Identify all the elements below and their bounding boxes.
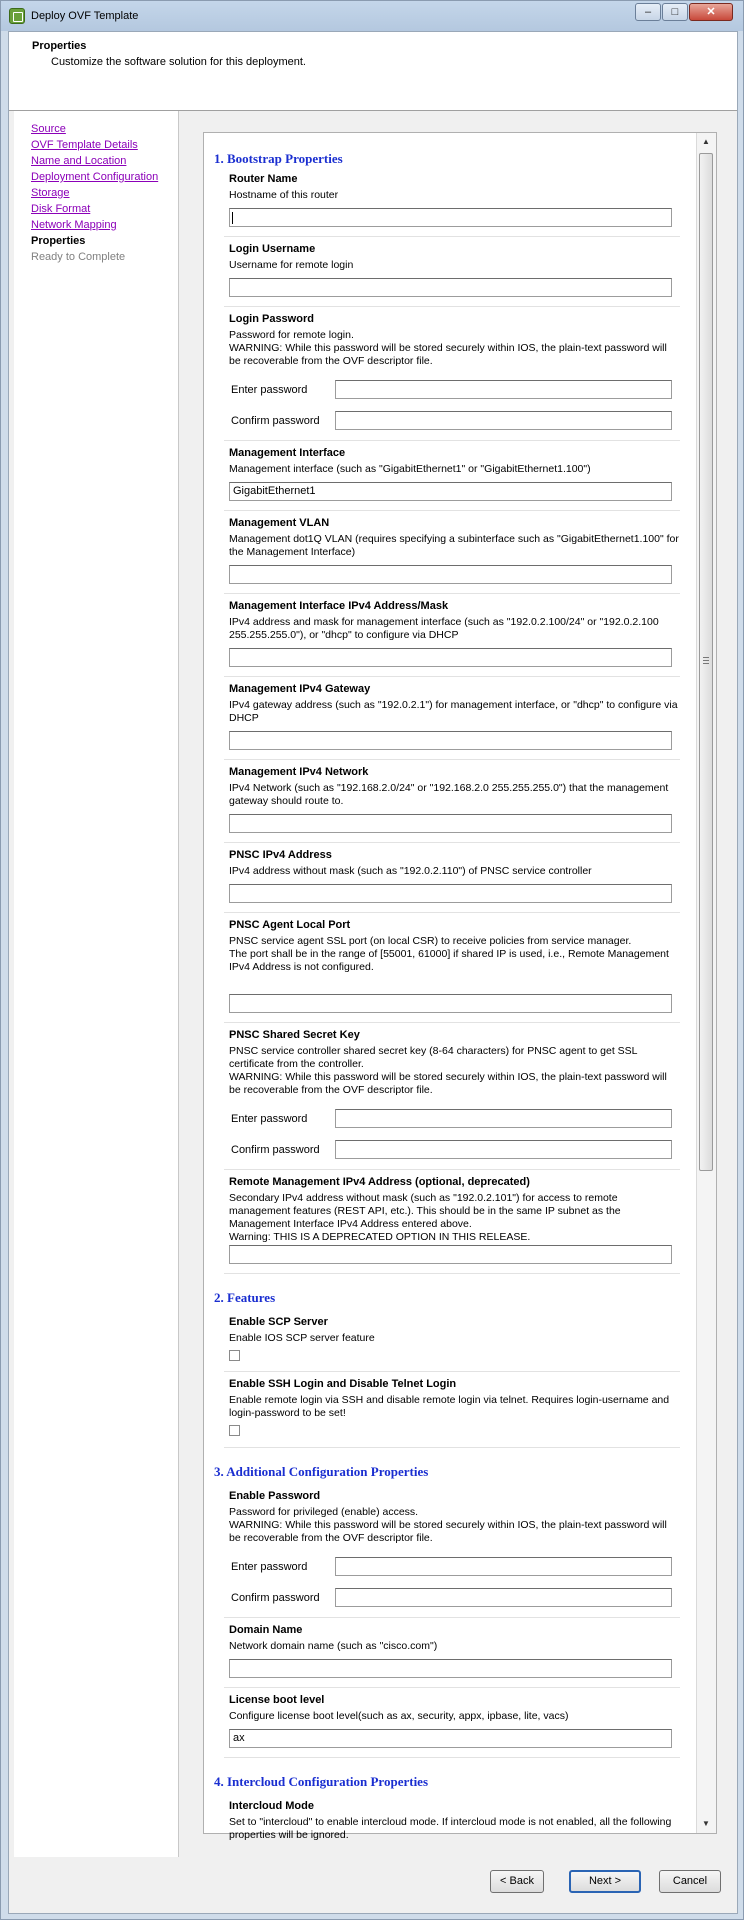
login-password-confirm-label: Confirm password: [231, 415, 320, 427]
section-bootstrap-title: 1. Bootstrap Properties: [214, 151, 343, 166]
pnsc-ipv4-desc: IPv4 address without mask (such as "192.0.2.110") of PNSC service controller: [229, 865, 592, 877]
pnsc-secret-enter-label: Enter password: [231, 1113, 308, 1125]
divider: [224, 1447, 680, 1448]
ssh-label: Enable SSH Login and Disable Telnet Login: [229, 1378, 457, 1390]
login-username-desc: Username for remote login: [229, 259, 354, 271]
login-password-desc: Password for remote login. WARNING: While this password will be stored securely within IOS, the plain-text password will be recoverable from the OVF descriptor file.: [229, 329, 667, 367]
properties-form: [204, 133, 696, 1841]
mgmt-interface-input[interactable]: GigabitEthernet1: [229, 482, 672, 501]
login-password-enter-label: Enter password: [231, 384, 308, 396]
login-password-confirm-input[interactable]: [335, 411, 672, 430]
mgmt-ipv4-label: Management Interface IPv4 Address/Mask: [229, 600, 449, 612]
domain-name-desc: Network domain name (such as "cisco.com"): [229, 1640, 438, 1652]
login-password-enter-input[interactable]: [335, 380, 672, 399]
license-boot-input[interactable]: ax: [229, 1729, 672, 1748]
scroll-down-icon[interactable]: ▼: [702, 1819, 710, 1828]
page-subtitle: Customize the software solution for this deployment.: [51, 56, 306, 68]
domain-name-input[interactable]: [229, 1659, 672, 1678]
divider: [224, 1022, 680, 1023]
mgmt-network-input[interactable]: [229, 814, 672, 833]
app-icon: [9, 8, 25, 24]
login-password-label: Login Password: [229, 313, 314, 325]
mgmt-interface-desc: Management interface (such as "GigabitEthernet1" or "GigabitEthernet1.100"): [229, 463, 591, 475]
enable-password-label: Enable Password: [229, 1490, 321, 1502]
license-boot-desc: Configure license boot level(such as ax, security, appx, ipbase, lite, vacs): [229, 1710, 569, 1722]
divider: [224, 593, 680, 594]
nav-step-deployment-config[interactable]: Deployment Configuration: [31, 171, 159, 183]
login-username-input[interactable]: [229, 278, 672, 297]
pnsc-port-input[interactable]: [229, 994, 672, 1013]
close-button[interactable]: ✕: [689, 3, 733, 21]
nav-step-storage[interactable]: Storage: [31, 187, 70, 199]
section-intercloud-title: 4. Intercloud Configuration Properties: [214, 1774, 429, 1789]
pnsc-secret-confirm-label: Confirm password: [231, 1144, 320, 1156]
scroll-grip-icon: [703, 657, 709, 664]
wizard-steps-nav: [14, 111, 179, 1857]
intercloud-mode-desc: Set to "intercloud" to enable intercloud mode. If intercloud mode is not enabled, all the following properties will be ignored.: [229, 1816, 672, 1841]
pnsc-secret-desc: PNSC service controller shared secret key (8-64 characters) for PNSC agent to get SSL certificate from the controller. WARNING: While this password will be stored securely within IOS, the plain-text password will be recoverable from the OVF descriptor file.: [229, 1045, 667, 1096]
nav-step-disk-format[interactable]: Disk Format: [31, 203, 91, 215]
pnsc-secret-enter-input[interactable]: [335, 1109, 672, 1128]
nav-step-ovf-details[interactable]: OVF Template Details: [31, 139, 138, 151]
divider: [224, 1273, 680, 1274]
next-button[interactable]: Next >: [569, 1870, 641, 1893]
router-name-desc: Hostname of this router: [229, 189, 339, 201]
ssh-checkbox[interactable]: [229, 1425, 240, 1436]
enable-password-enter-input[interactable]: [335, 1557, 672, 1576]
divider: [224, 1371, 680, 1372]
section-additional-title: 3. Additional Configuration Properties: [214, 1464, 429, 1479]
mgmt-vlan-desc: Management dot1Q VLAN (requires specifying a subinterface such as "GigabitEthernet1.100" for the Management Interface): [229, 533, 679, 558]
enable-password-confirm-label: Confirm password: [231, 1592, 320, 1604]
window-title: Deploy OVF Template: [31, 10, 139, 22]
cancel-button[interactable]: Cancel: [659, 1870, 721, 1893]
divider: [224, 676, 680, 677]
nav-step-name-location[interactable]: Name and Location: [31, 155, 127, 167]
divider: [224, 306, 680, 307]
mgmt-network-desc: IPv4 Network (such as "192.168.2.0/24" or "192.168.2.0 255.255.255.0") that the management gateway should route to.: [229, 782, 669, 807]
enable-password-desc: Password for privileged (enable) access. WARNING: While this password will be stored securely within IOS, the plain-text password will be recoverable from the OVF descriptor file.: [229, 1506, 667, 1544]
nav-step-source[interactable]: Source: [31, 123, 66, 135]
mgmt-ipv4-desc: IPv4 address and mask for management interface (such as "192.0.2.100/24" or "192.0.2.100 255.255.255.0"), or "dhcp" to configure via DHCP: [229, 616, 659, 641]
mgmt-vlan-input[interactable]: [229, 565, 672, 584]
enable-password-enter-label: Enter password: [231, 1561, 308, 1573]
pnsc-secret-confirm-input[interactable]: [335, 1140, 672, 1159]
mgmt-interface-label: Management Interface: [229, 447, 346, 459]
mgmt-gateway-label: Management IPv4 Gateway: [229, 683, 371, 695]
scp-label: Enable SCP Server: [229, 1316, 328, 1328]
minimize-button[interactable]: –: [635, 3, 661, 21]
vertical-scrollbar[interactable]: [696, 133, 716, 1833]
remote-mgmt-label: Remote Management IPv4 Address (optional, deprecated): [229, 1176, 530, 1188]
login-username-label: Login Username: [229, 243, 316, 255]
page-header: [9, 32, 737, 111]
title-bar[interactable]: [1, 1, 743, 31]
pnsc-ipv4-label: PNSC IPv4 Address: [229, 849, 332, 861]
divider: [224, 842, 680, 843]
properties-panel: [203, 132, 717, 1841]
divider: [224, 1617, 680, 1618]
maximize-button[interactable]: □: [662, 3, 688, 21]
mgmt-vlan-label: Management VLAN: [229, 517, 330, 529]
enable-password-confirm-input[interactable]: [335, 1588, 672, 1607]
section-features-title: 2. Features: [214, 1290, 276, 1305]
router-name-label: Router Name: [229, 173, 298, 185]
scroll-up-icon[interactable]: ▲: [702, 137, 710, 146]
remote-mgmt-desc: Secondary IPv4 address without mask (such as "192.0.2.101") for access to remote management features (REST API, etc.). This should be in the same IP subnet as the Management Interface IPv4 Address entered above. Warning: THIS IS A DEPRECATED OPTION IN THIS RELEASE.: [229, 1192, 621, 1243]
scrollbar-thumb[interactable]: [699, 153, 713, 1171]
pnsc-port-desc: PNSC service agent SSL port (on local CSR) to receive policies from service manager. The port shall be in the range of [55001, 61000] if shared IP is used, i.e., Remote Management IPv4 Address is not configured.: [229, 935, 669, 973]
license-boot-label: License boot level: [229, 1694, 325, 1706]
nav-step-properties: Properties: [31, 235, 86, 247]
ssh-desc: Enable remote login via SSH and disable remote login via telnet. Requires login-username and login-password to be set!: [229, 1394, 670, 1419]
dialog-client-area: [8, 31, 738, 1914]
mgmt-network-label: Management IPv4 Network: [229, 766, 369, 778]
scp-checkbox[interactable]: [229, 1350, 240, 1361]
divider: [224, 1757, 680, 1758]
remote-mgmt-input[interactable]: [229, 1245, 672, 1264]
mgmt-gateway-input[interactable]: [229, 731, 672, 750]
divider: [224, 510, 680, 511]
divider: [224, 236, 680, 237]
scp-desc: Enable IOS SCP server feature: [229, 1332, 375, 1344]
pnsc-ipv4-input[interactable]: [229, 884, 672, 903]
nav-step-network-mapping[interactable]: Network Mapping: [31, 219, 117, 231]
pnsc-secret-label: PNSC Shared Secret Key: [229, 1029, 360, 1041]
domain-name-label: Domain Name: [229, 1624, 303, 1636]
divider: [224, 759, 680, 760]
pnsc-port-label: PNSC Agent Local Port: [229, 919, 351, 931]
mgmt-ipv4-input[interactable]: [229, 648, 672, 667]
divider: [224, 1169, 680, 1170]
intercloud-mode-label: Intercloud Mode: [229, 1800, 314, 1812]
router-name-input[interactable]: [229, 208, 672, 227]
divider: [224, 912, 680, 913]
divider: [224, 1687, 680, 1688]
nav-step-ready: Ready to Complete: [31, 251, 126, 263]
divider: [224, 440, 680, 441]
page-title: Properties: [32, 40, 87, 52]
mgmt-gateway-desc: IPv4 gateway address (such as "192.0.2.1") for management interface, or "dhcp" to configure via DHCP: [229, 699, 678, 724]
back-button[interactable]: < Back: [490, 1870, 544, 1893]
